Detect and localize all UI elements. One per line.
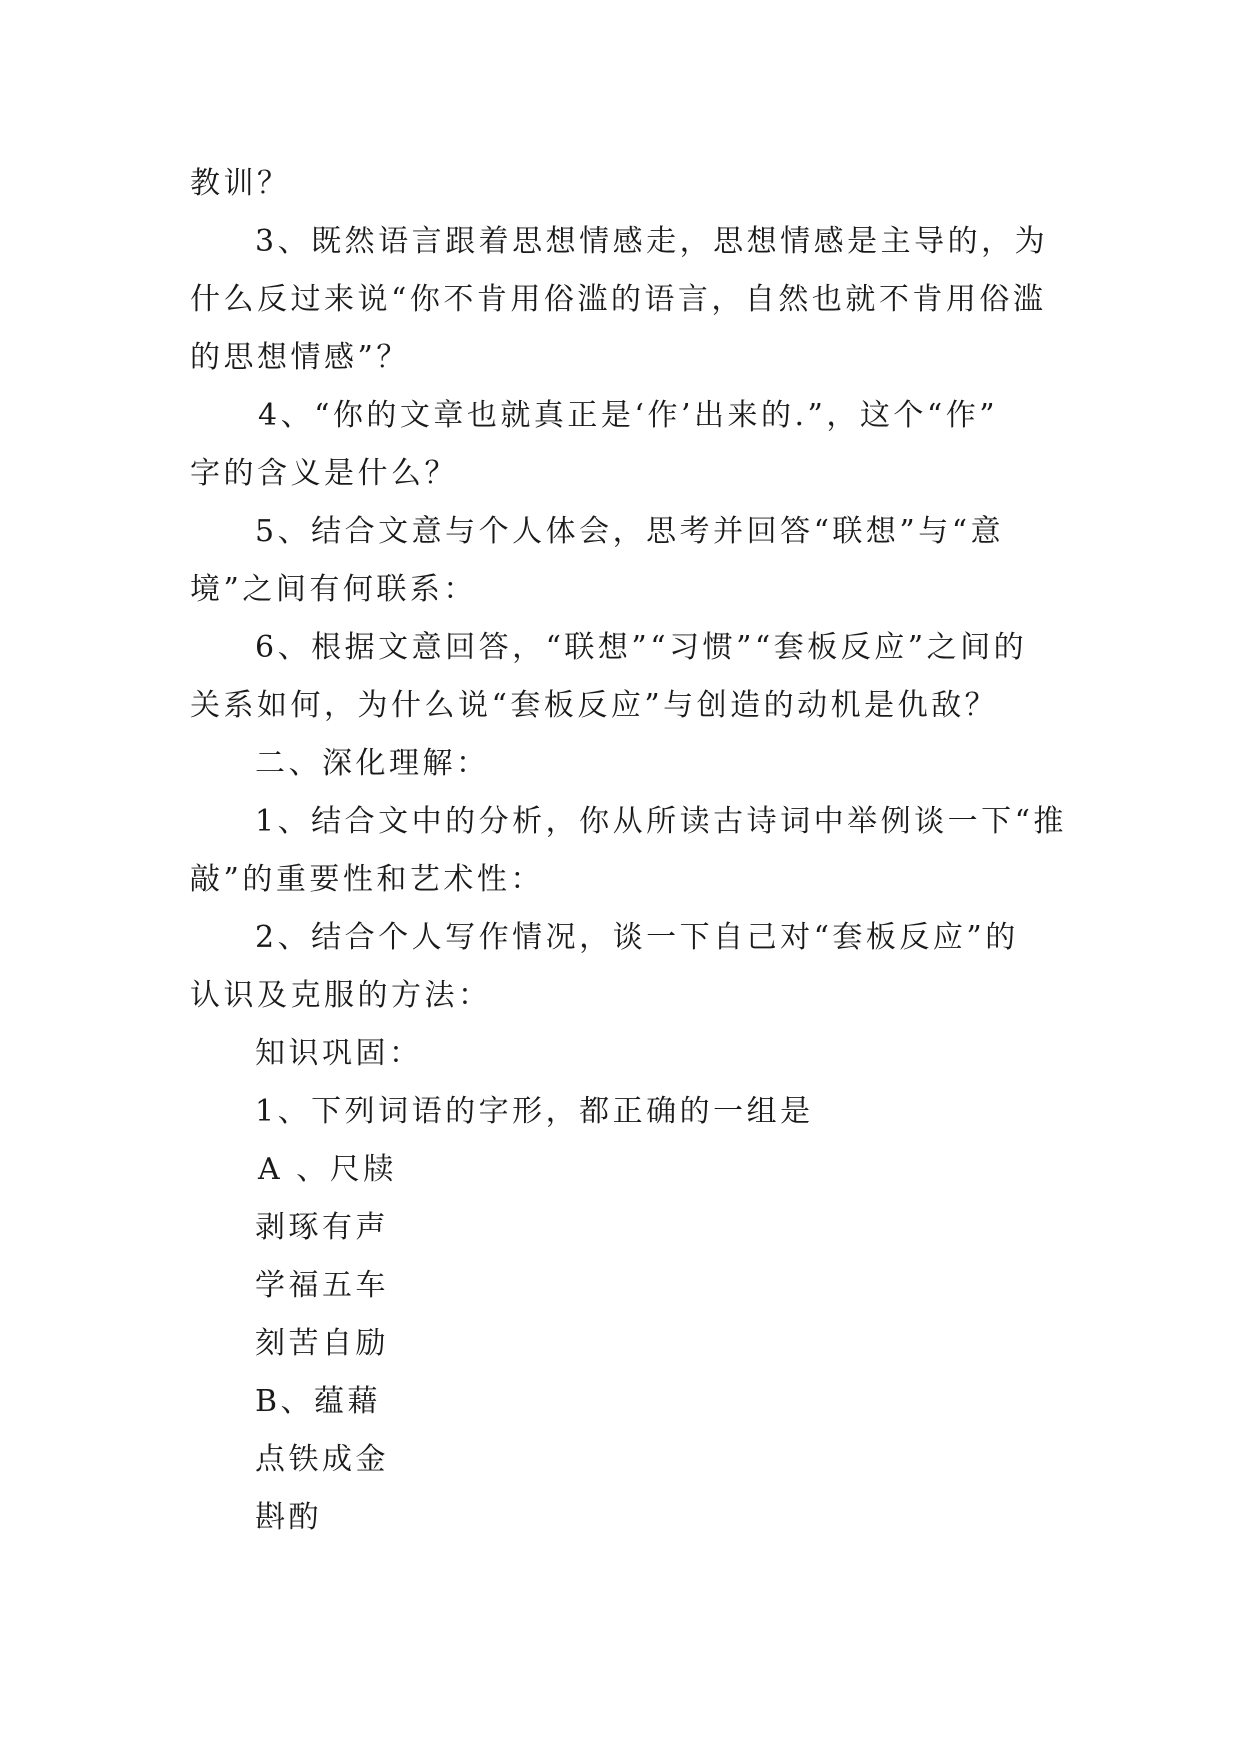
section-heading-deepen-understanding: 二、深化理解：	[255, 746, 490, 781]
question-6-line-1: 6、根据文意回答，“联想”“习惯”“套板反应”之间的	[255, 630, 1028, 665]
option-a-item-1: A 、尺牍	[258, 1152, 397, 1187]
previous-question-end-line: 教训？	[190, 166, 291, 201]
deepen-question-1-line-2: 敲”的重要性和艺术性：	[190, 862, 544, 897]
question-3-line-3: 的思想情感”？	[190, 340, 410, 375]
option-b-item-3: 斟酌	[255, 1500, 322, 1535]
section-heading-knowledge-consolidation: 知识巩固：	[255, 1036, 423, 1071]
deepen-question-1-line-1: 1、结合文中的分析，你从所读古诗词中举例谈一下“推	[255, 804, 1067, 839]
option-b-item-2: 点铁成金	[255, 1442, 389, 1477]
question-6-line-2: 关系如何，为什么说“套板反应”与创造的动机是仇敌？	[190, 688, 999, 723]
deepen-question-2-line-1: 2、结合个人写作情况，谈一下自己对“套板反应”的	[255, 920, 1019, 955]
option-a-item-2: 剥琢有声	[255, 1210, 389, 1245]
question-4-line-1: 4、“你的文章也就真正是‘作’出来的.”，这个“作”	[258, 398, 999, 433]
question-3-line-1: 3、既然语言跟着思想情感走，思想情感是主导的，为	[255, 224, 1049, 259]
question-5-line-1: 5、结合文意与个人体会，思考并回答“联想”与“意	[255, 514, 1005, 549]
question-5-line-2: 境”之间有何联系：	[190, 572, 477, 607]
exercise-1-question: 1、下列词语的字形，都正确的一组是	[255, 1094, 814, 1129]
deepen-question-2-line-2: 认识及克服的方法：	[190, 978, 492, 1013]
question-4-line-2: 字的含义是什么？	[190, 456, 458, 491]
option-b-item-1: B、蕴藉	[255, 1384, 382, 1419]
option-a-item-4: 刻苦自励	[255, 1326, 389, 1361]
option-a-item-3: 学福五车	[255, 1268, 389, 1303]
question-3-line-2: 什么反过来说“你不肯用俗滥的语言，自然也就不肯用俗滥	[190, 282, 1047, 317]
